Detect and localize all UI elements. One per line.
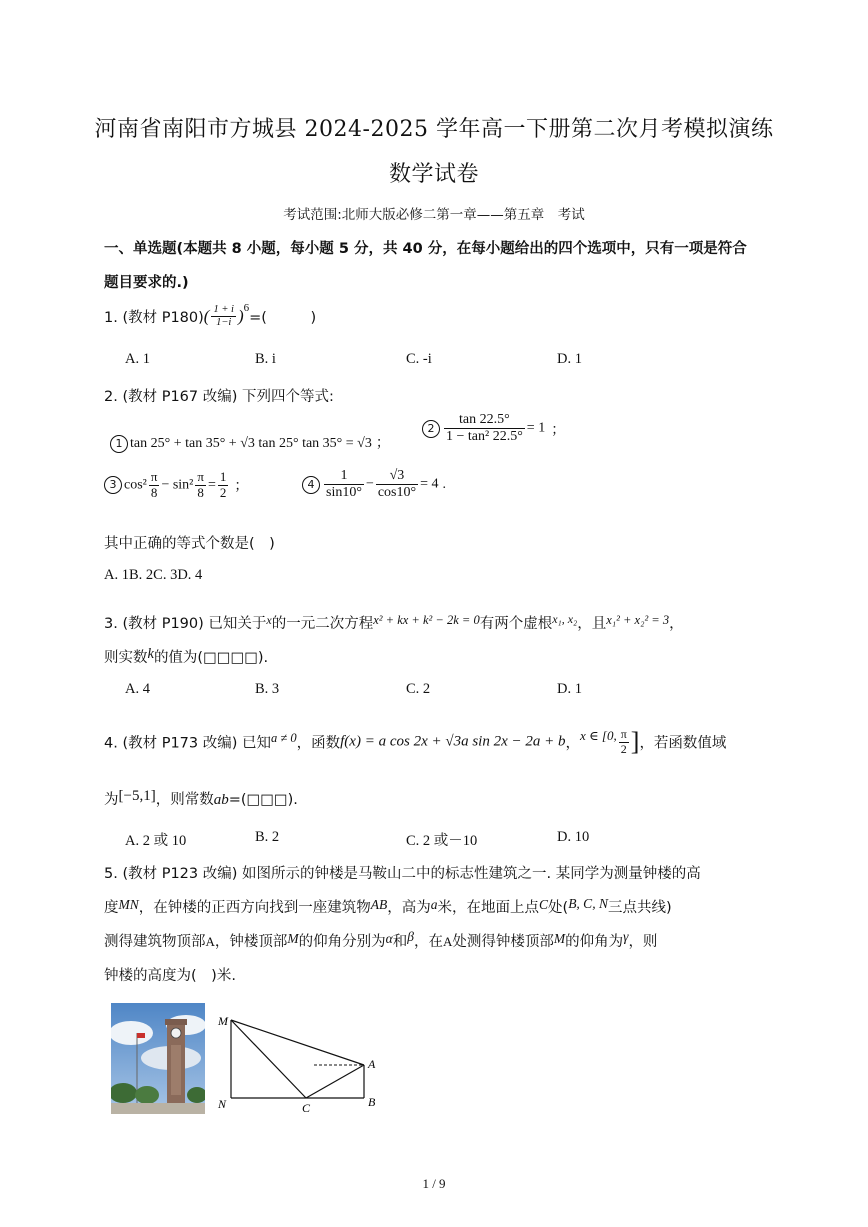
- label-M: M: [218, 1014, 228, 1028]
- question-4-line2: 为[−5,1]，则常数ab=(□□□).: [104, 788, 298, 808]
- q3-option-d[interactable]: D. 1: [557, 681, 582, 697]
- q4-option-b[interactable]: B. 2: [255, 829, 280, 845]
- q2-equation-2: 2 $\frac{\tan 22.5^\circ}{\text{1 − tan² 22.5°}}$ = 1 ；: [422, 412, 565, 456]
- question-1-stem: 1. (教材 P180)( $\frac{1 + i}{1-i}$ )$^6$=( ): [104, 301, 317, 329]
- q1-option-d[interactable]: D. 1: [557, 351, 582, 367]
- section-heading-line2: 题目要求的.): [104, 275, 189, 291]
- q1-tail: =( ): [249, 310, 317, 327]
- geometry-diagram: [214, 1008, 384, 1116]
- segment-MC: [231, 1020, 306, 1098]
- circled-number-3: 3: [104, 476, 122, 494]
- question-3-line2: 则实数k的值为(□□□□).: [104, 646, 269, 666]
- q3-option-b[interactable]: B. 3: [255, 681, 280, 697]
- label-B: B: [368, 1095, 376, 1109]
- q1-option-b[interactable]: B. i: [255, 351, 276, 367]
- q1-prefix: 1. (教材 P180): [104, 310, 204, 327]
- q1-power: 6: [243, 301, 250, 314]
- label-A: A: [368, 1057, 376, 1071]
- label-C: C: [302, 1101, 311, 1115]
- page-number: 1 / 9: [422, 1176, 446, 1191]
- question-4-line1: 4. (教材 P173 改编) 已知a ≠ 0，函数f(x) = a cos 2x + √3a sin 2x − 2a + b，x ∈ [0, $\frac{\pi}{2}$ ]，若函数值域: [104, 726, 727, 756]
- segment-MA: [231, 1020, 364, 1065]
- section-heading-line1: 一、单选题(本题共 8 小题，每小题 5 分，共 40 分，在每小题给出的四个选项中，只有一项是符合: [104, 241, 747, 257]
- circled-number-2: 2: [422, 420, 440, 438]
- q2-equation-3: 3 cos² $\frac{\pi}{8}$ − sin² $\frac{\pi}{8}$ = $\frac{1}{2}$ ；: [104, 470, 248, 514]
- q3-option-c[interactable]: C. 2: [406, 681, 431, 697]
- q1-fraction: $\frac{1 + i}{1-i}$: [213, 304, 234, 329]
- q2-equation-1: 1 tan 25° + tan 35° + √3 tan 25° tan 35° = √3 ；: [110, 432, 390, 453]
- q1-option-a[interactable]: A. 1: [125, 351, 150, 367]
- clock-tower-photo: [111, 1003, 205, 1114]
- question-3-line1: 3. (教材 P190) 已知关于$^x$的一元二次方程x² + kx + k² − 2k = 0有两个虚根$^{x_1, x_2}$，且x₁² + x₂² = 3，: [104, 612, 684, 632]
- exam-title-line2: 数学试卷: [388, 162, 479, 187]
- q4-option-a[interactable]: A. 2 或 10: [125, 833, 187, 849]
- exam-title-line1: 河南省南阳市方城县 2024-2025 学年高一下册第二次月考模拟演练: [94, 117, 774, 142]
- q2-equation-4: 4 $\frac{1}{\sin 10^\circ}$ − $\frac{√3}{\cos 10^\circ}$ = 4 .: [302, 468, 446, 512]
- q4-option-d[interactable]: D. 10: [557, 829, 590, 845]
- exam-scope: 考试范围:北师大版必修二第一章——第五章 考试: [283, 207, 585, 223]
- q4-option-c[interactable]: C. 2 或－10: [406, 833, 478, 849]
- circled-number-1: 1: [110, 435, 128, 453]
- segment-CA: [306, 1065, 364, 1098]
- q1-option-c[interactable]: C. -i: [406, 351, 432, 367]
- question-5-line4: 钟楼的高度为( )米.: [104, 968, 236, 984]
- question-5-line1: 5. (教材 P123 改编) 如图所示的钟楼是马鞍山二中的标志性建筑之一. 某同学为测量钟楼的高: [104, 866, 701, 882]
- question-5-line3: 测得建筑物顶部A，钟楼顶部M的仰角分别为α和β，在A处测得钟楼顶部M的仰角为γ，则: [104, 929, 658, 950]
- q2-options[interactable]: A. 1B. 2C. 3D. 4: [104, 567, 203, 583]
- question-5-line2: 度MN，在钟楼的正西方向找到一座建筑物AB，高为a米，在地面上点C处(B, C, N三点共线): [104, 896, 672, 916]
- question-2-stem: 2. (教材 P167 改编) 下列四个等式:: [104, 389, 334, 405]
- q3-option-a[interactable]: A. 4: [125, 681, 150, 697]
- q2-question: 其中正确的等式个数是( ): [104, 536, 275, 552]
- label-N: N: [218, 1097, 227, 1111]
- circled-number-4: 4: [302, 476, 320, 494]
